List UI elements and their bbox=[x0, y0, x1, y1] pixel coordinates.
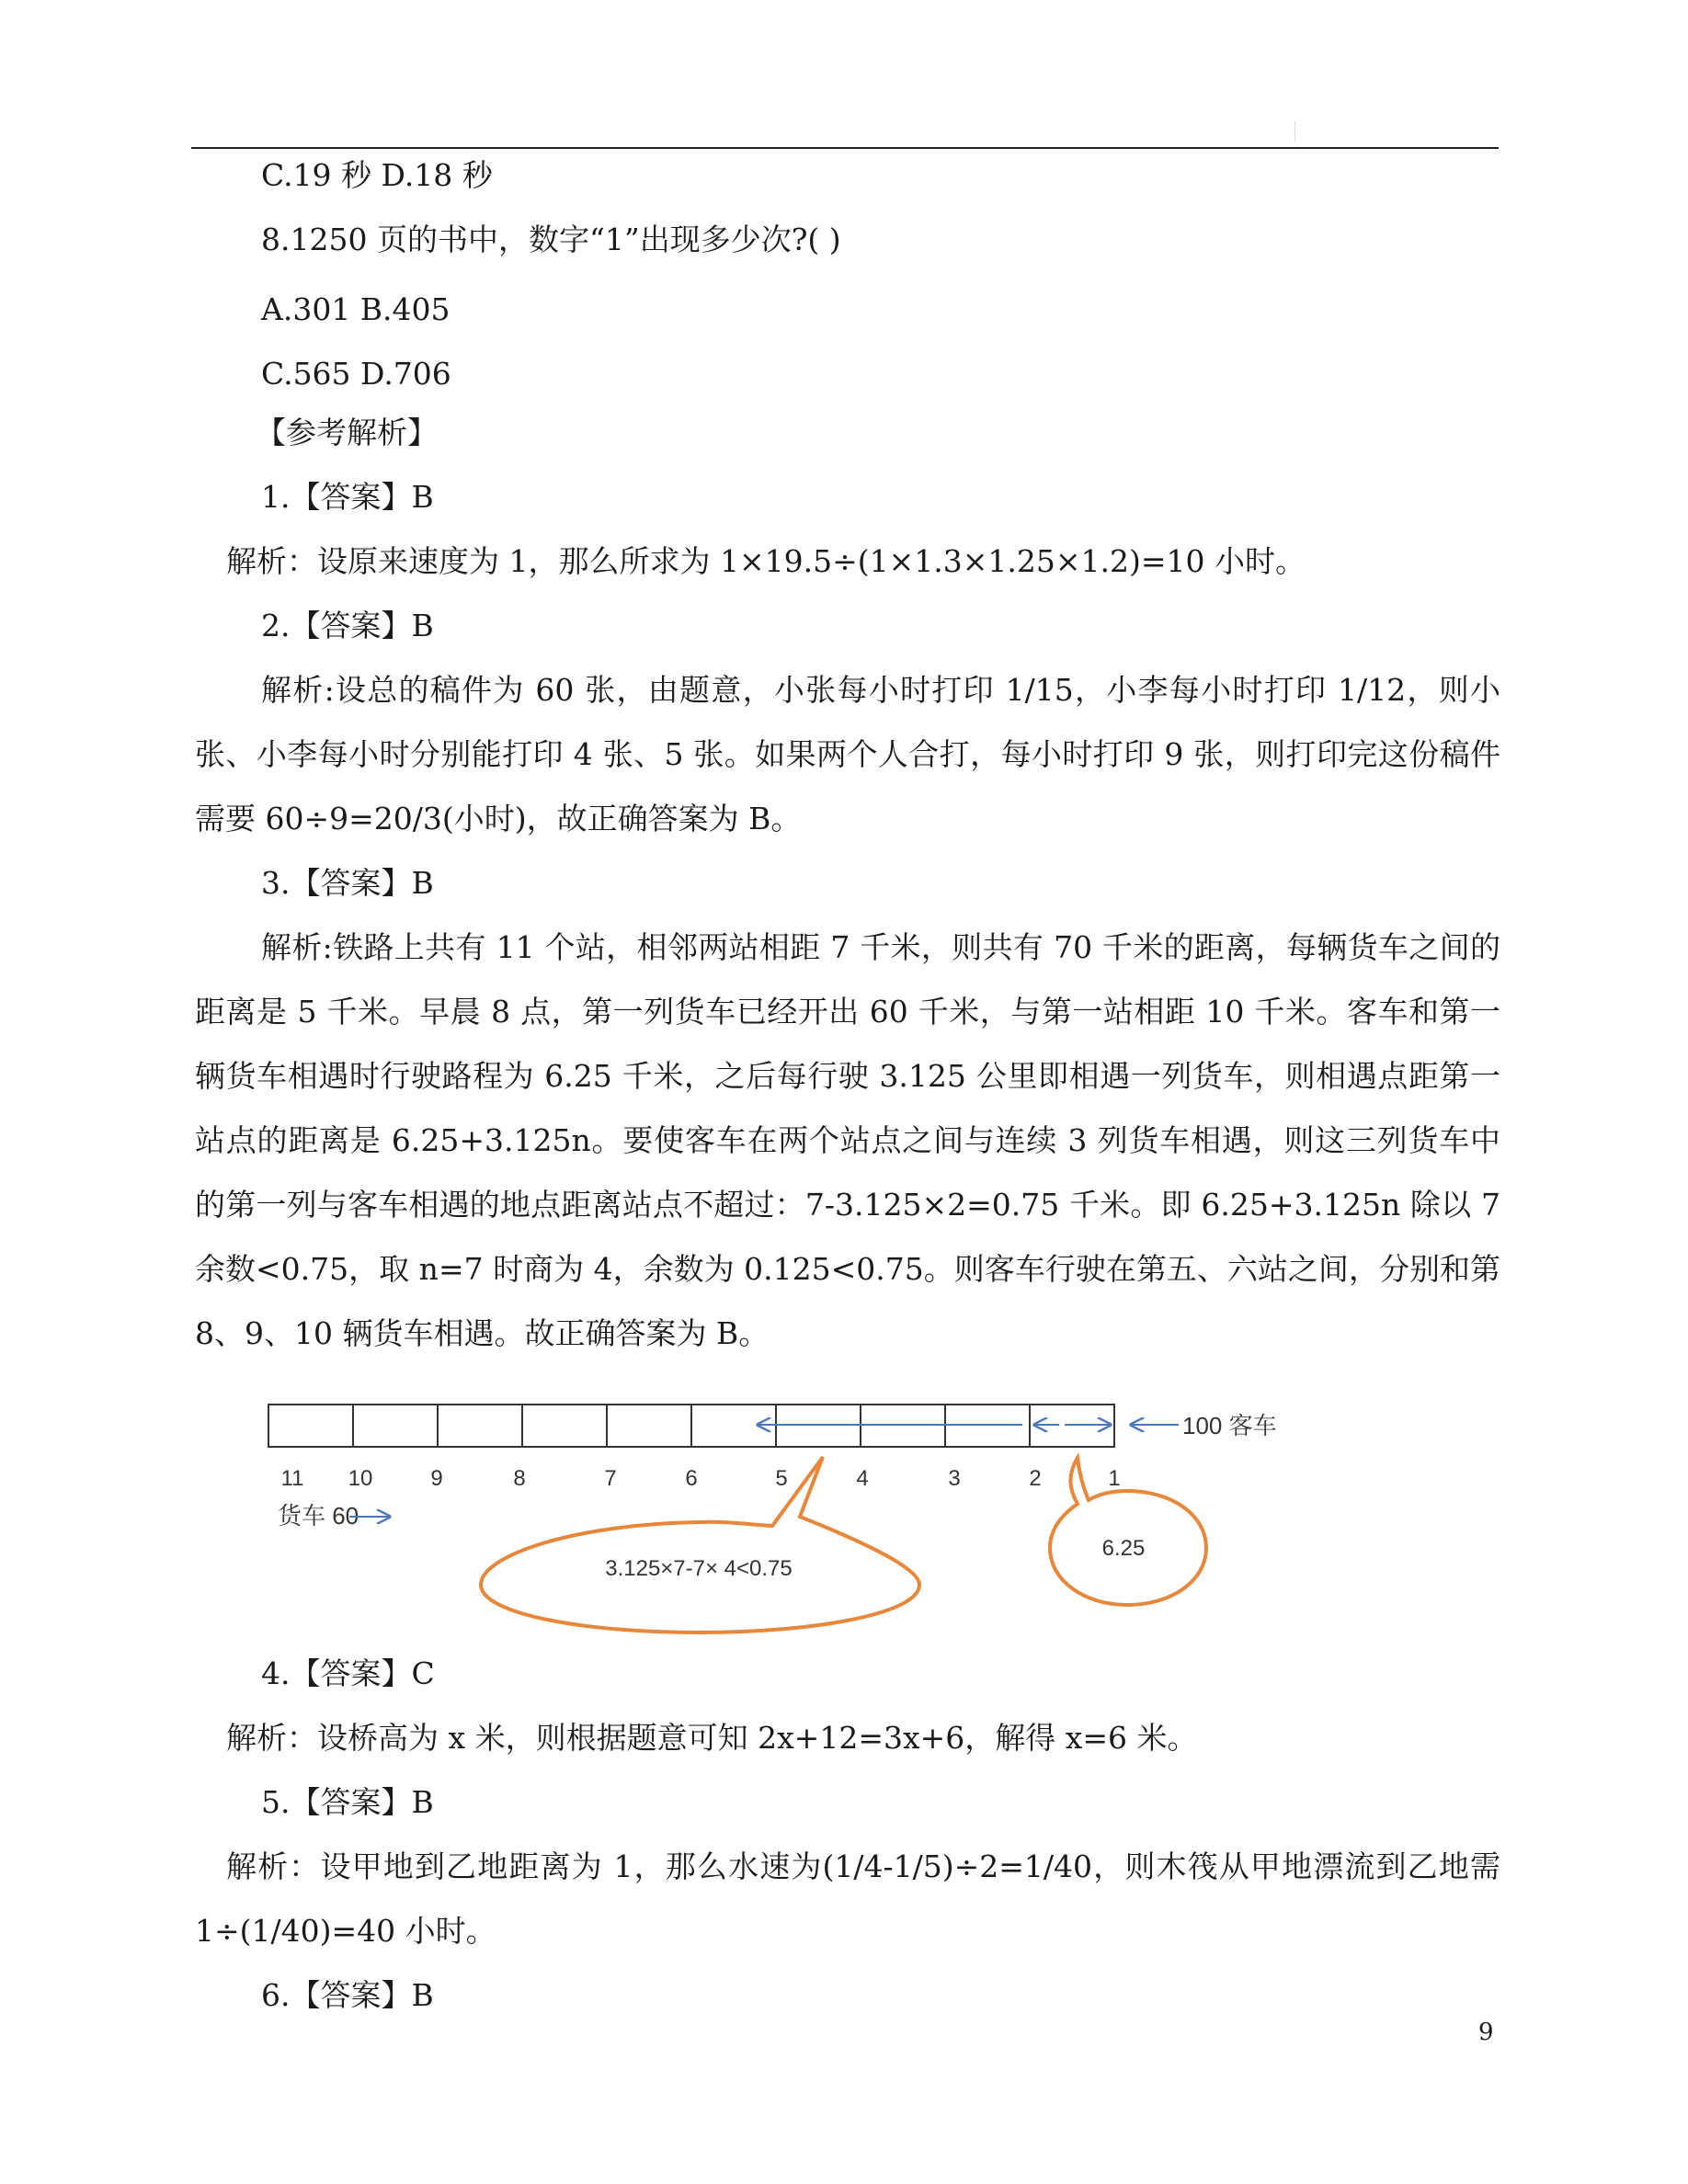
explanation-4: 解析：设桥高为 x 米，则根据题意可知 2x+12=3x+6，解得 x=6 米。 bbox=[226, 1720, 1198, 1756]
answer-3: 3.【答案】B bbox=[261, 865, 434, 901]
station-label: 5 bbox=[775, 1466, 788, 1491]
explanation-1: 解析：设原来速度为 1，那么所求为 1×19.5÷(1×1.3×1.25×1.2)=10 小时。 bbox=[226, 543, 1306, 579]
station-label: 1 bbox=[1108, 1466, 1121, 1491]
speech-bubble-left-text: 3.125×7-7× 4<0.75 bbox=[605, 1556, 793, 1581]
speech-bubble-right bbox=[1050, 1458, 1206, 1605]
speech-bubble-right-text: 6.25 bbox=[1101, 1536, 1146, 1561]
explanation-2: 解析:设总的稿件为 60 张，由题意，小张每小时打印 1/15，小李每小时打印 1/12，则小张、小李每小时分别能打印 4 张、5 张。如果两个人合打，每小时打印 9 张，则打印完这份稿件需要 60÷9=20/3(小时)，故正确答案为 B。 bbox=[195, 672, 1500, 836]
speech-bubble-left bbox=[481, 1457, 919, 1632]
explanation-3: 解析:铁路上共有 11 个站，相邻两站相距 7 千米，则共有 70 千米的距离，每辆货车之间的距离是 5 千米。早晨 8 点，第一列货车已经开出 60 千米，与第一站相距 10 千米。客车和第一辆货车相遇时行驶路程为 6.25 千米，之后每行驶 3.125 公里即相遇一列货车，则相遇点距第一站点的距离是 6.25+3.125n。要使客车在两个站点之间与连续 3 列货车相遇，则这三列货车中的第一列与客车相遇的地点距离站点不超过：7-3.125×2=0.75 千米。即 6.25+3.125n 除以 7 余数<0.75，取 n=7 时商为 4，余数为 0.125<0.75。则客车行驶在第五、六站之间，分别和第 8、9、10 辆货车相遇。故正确答案为 B。 bbox=[195, 929, 1500, 1351]
explanation-5: 解析：设甲地到乙地距离为 1，那么水速为(1/4-1/5)÷2=1/40，则木筏从甲地漂流到乙地需 1÷(1/40)=40 小时。 bbox=[195, 1848, 1500, 1949]
answer-1: 1.【答案】B bbox=[261, 479, 434, 515]
answer-2: 2.【答案】B bbox=[261, 608, 434, 643]
station-label: 8 bbox=[513, 1466, 526, 1491]
freight-label: 货车 60 bbox=[278, 1502, 359, 1530]
q8-question: 8.1250 页的书中，数字“1”出现多少次?( ) bbox=[261, 222, 841, 257]
passenger-label: 100 客车 bbox=[1182, 1412, 1277, 1439]
q8-options-ab: A.301 B.405 bbox=[261, 291, 451, 327]
answer-5: 5.【答案】B bbox=[261, 1784, 434, 1820]
page-number: 9 bbox=[1478, 2019, 1494, 2046]
header-rule bbox=[191, 147, 1499, 149]
railway-diagram bbox=[257, 1388, 1287, 1636]
q7-options-cd: C.19 秒 D.18 秒 bbox=[261, 157, 493, 193]
station-label: 4 bbox=[856, 1466, 869, 1491]
answer-4: 4.【答案】C bbox=[261, 1655, 435, 1691]
station-label: 10 bbox=[348, 1466, 373, 1491]
station-label: 6 bbox=[685, 1466, 698, 1491]
station-label: 11 bbox=[280, 1466, 304, 1491]
station-label: 3 bbox=[948, 1466, 961, 1491]
station-label: 9 bbox=[430, 1466, 443, 1491]
station-label: 7 bbox=[604, 1466, 617, 1491]
answer-6: 6.【答案】B bbox=[261, 1977, 434, 2013]
q8-options-cd: C.565 D.706 bbox=[261, 356, 451, 392]
solutions-heading: 【参考解析】 bbox=[256, 415, 438, 450]
station-labels bbox=[281, 1466, 1121, 1491]
station-label: 2 bbox=[1029, 1466, 1042, 1491]
